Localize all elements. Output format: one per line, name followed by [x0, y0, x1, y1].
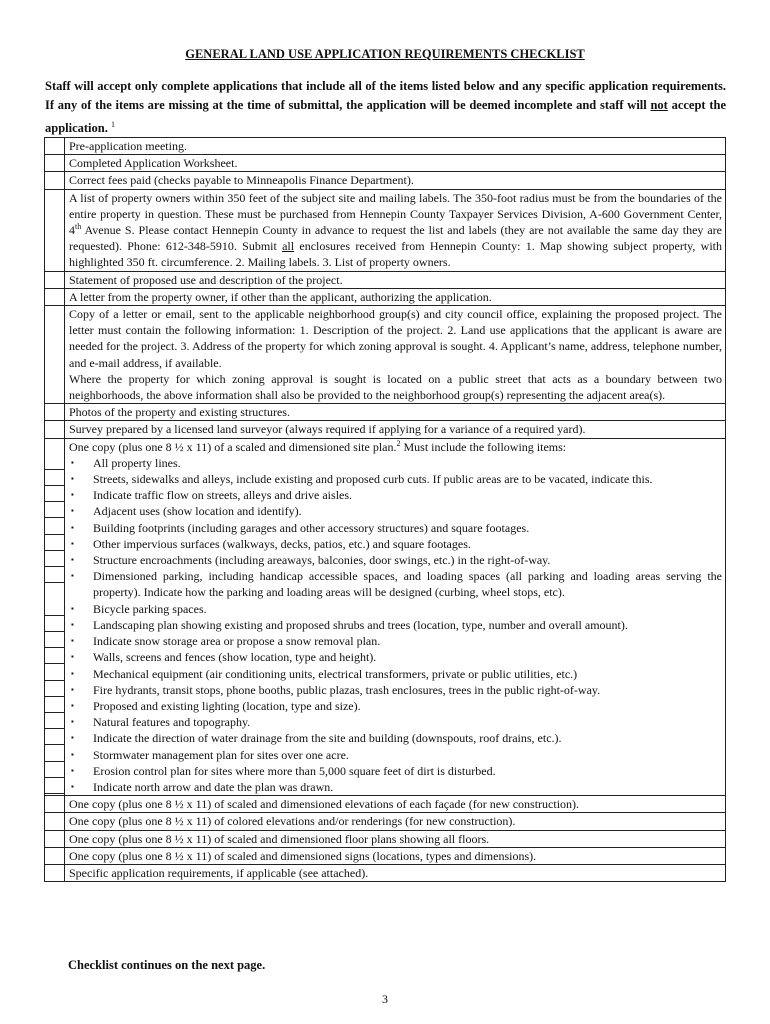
subitem-check-line[interactable] [44, 744, 65, 745]
site-plan-subitem [69, 714, 722, 730]
subitem-check-line[interactable] [44, 663, 65, 664]
item-survey: Survey prepared by a licensed land surveyor (always required if applying for a variance of a required yard). [65, 421, 726, 438]
site-plan-subitem-text: Proposed and existing lighting (location, type and size). [93, 698, 361, 713]
subitem-check-line[interactable] [44, 712, 65, 713]
bullet-icon: ▪ [71, 636, 74, 646]
bullet-icon: ▪ [71, 490, 74, 500]
bullet-icon: ▪ [71, 522, 74, 532]
bullet-icon: ▪ [71, 749, 74, 759]
site-plan-subitem-text: Adjacent uses (show location and identify). [93, 504, 302, 519]
site-plan-subitem [69, 601, 722, 617]
item-text: One copy (plus one 8 ½ x 11) of a scaled and dimensioned site plan. [69, 439, 397, 454]
page-number: 3 [382, 992, 388, 1006]
checklist-row [45, 306, 726, 404]
site-plan-subitem-text: Bicycle parking spaces. [93, 601, 207, 616]
site-plan-subitem-text: Indicate north arrow and date the plan was drawn. [93, 779, 334, 794]
item-floor-plans: One copy (plus one 8 ½ x 11) of scaled and dimensioned floor plans showing all floors. [65, 830, 726, 847]
intro-text-2: accept the application. [45, 98, 726, 136]
subitem-check-line[interactable] [44, 550, 65, 551]
bullet-icon: ▪ [71, 555, 74, 565]
site-plan-subitem [69, 698, 722, 714]
item-text: Avenue S. Please contact Hennepin County in advance to request the list and labels (they are not available the same day they are requested). Phone: 612-348-5910. Submit [69, 223, 722, 254]
checkbox[interactable] [45, 796, 65, 813]
item-fees-paid: Correct fees paid (checks payable to Minneapolis Finance Department). [65, 172, 726, 189]
checkbox[interactable] [45, 438, 65, 795]
site-plan-subitem [69, 487, 722, 503]
subitem-check-line[interactable] [44, 761, 65, 762]
site-plan-subitem [69, 666, 722, 682]
site-plan-subitem [69, 520, 722, 536]
site-plan-subitem-text: Indicate snow storage area or propose a snow removal plan. [93, 634, 381, 649]
item-renderings: One copy (plus one 8 ½ x 11) of colored elevations and/or renderings (for new construction). [65, 813, 726, 830]
site-plan-subitem-text: Landscaping plan showing existing and proposed shrubs and trees (location, type, number and overall amount). [93, 617, 628, 632]
site-plan-subitem-text: Natural features and topography. [93, 715, 251, 730]
checkbox[interactable] [45, 404, 65, 421]
subitem-check-line[interactable] [44, 485, 65, 486]
site-plan-subitem [69, 471, 722, 487]
item-text: enclosures received from Hennepin County: 1. Map showing subject property, with highlighted 350 ft. circumference. 2. Mailing labels. 3. List of property owners. [69, 239, 722, 270]
checklist-row [45, 864, 726, 881]
item-text: A list of property owners within 350 feet of the subject site and mailing labels. The 350-foot radius must be from the boundaries of the entire property in question. These must be purchased from Hennepin County Taxpayer Services Division, A-600 Government Center, 4 [69, 190, 722, 238]
intro-text-1: Staff will accept only complete applications that include all of the items listed below and any specific application requirements. If any of the items are missing at the time of submittal, the application will be deemed incomplete and staff will [45, 79, 726, 112]
subitem-check-line[interactable] [44, 615, 65, 616]
site-plan-subitem-text: Mechanical equipment (air conditioning units, electrical transformers, private or public utilities, etc.) [93, 666, 578, 681]
subitem-check-line[interactable] [44, 501, 65, 502]
checkbox[interactable] [45, 813, 65, 830]
subitem-check-line[interactable] [44, 647, 65, 648]
site-plan-subitem [69, 763, 722, 779]
subitem-check-line[interactable] [44, 631, 65, 632]
footnote-marker: 2 [396, 438, 401, 448]
site-plan-heading [69, 439, 722, 455]
site-plan-subitem-text: Erosion control plan for sites where more than 5,000 square feet of dirt is disturbed. [93, 763, 496, 778]
item-pre-application-meeting: Pre-application meeting. [65, 138, 726, 155]
checkbox[interactable] [45, 830, 65, 847]
checklist-row [45, 421, 726, 438]
footnote-marker: 1 [111, 120, 115, 129]
subitem-check-line[interactable] [44, 680, 65, 681]
page-title: GENERAL LAND USE APPLICATION REQUIREMENTS CHECKLIST [185, 47, 585, 61]
item-paragraph: Copy of a letter or email, sent to the applicable neighborhood group(s) and city council office, explaining the proposed project. The letter must contain the following information: 1. Description of the project. 2. Land use applications that the applicant is aware are needed for the project. 3. Address of the property for which zoning approval is sought. 4. Applicant’s name, address, telephone number, and e-mail address, if available. [69, 307, 722, 370]
bullet-icon: ▪ [71, 781, 74, 791]
site-plan-subitem-text: Dimensioned parking, including handicap accessible spaces, and loading spaces (all parking and loading areas serving the property). Indicate how the parking and loading areas will be designed (curbing, wheel stops, etc). [93, 569, 722, 600]
site-plan-subitem-text: Fire hydrants, transit stops, phone booths, public plazas, trash enclosures, trees in the public right-of-way. [93, 682, 601, 697]
site-plan-subitem-text: Building footprints (including garages and other accessory structures) and square footages. [93, 520, 530, 535]
site-plan-subitem [69, 747, 722, 763]
item-site-plan [65, 438, 726, 795]
site-plan-subitem [69, 649, 722, 665]
checkbox[interactable] [45, 138, 65, 155]
bullet-icon: ▪ [71, 538, 74, 548]
bullet-icon: ▪ [71, 700, 74, 710]
site-plan-subitem [69, 682, 722, 698]
bullet-icon: ▪ [71, 733, 74, 743]
checklist-row [45, 404, 726, 421]
checklist-row [45, 438, 726, 795]
bullet-icon: ▪ [71, 603, 74, 613]
continuation-note: Checklist continues on the next page. [68, 958, 266, 972]
bullet-icon: ▪ [71, 668, 74, 678]
bullet-icon: ▪ [71, 506, 74, 516]
checklist-row [45, 271, 726, 288]
item-signs: One copy (plus one 8 ½ x 11) of scaled and dimensioned signs (locations, types and dimensions). [65, 847, 726, 864]
checklist-row [45, 172, 726, 189]
bullet-icon: ▪ [71, 619, 74, 629]
checklist-row [45, 189, 726, 271]
subitem-check-line[interactable] [44, 777, 65, 778]
item-paragraph: Where the property for which zoning approval is sought is located on a public street that acts as a boundary between two neighborhoods, the above information shall also be provided to the neighborhood group(s) representing the adjacent area(s). [69, 371, 722, 403]
site-plan-subitem [69, 552, 722, 568]
checkbox[interactable] [45, 172, 65, 189]
checkbox[interactable] [45, 864, 65, 881]
subitem-check-line[interactable] [44, 582, 65, 583]
site-plan-subitem-text: Other impervious surfaces (walkways, decks, patios, etc.) and square footages. [93, 536, 471, 551]
checkbox[interactable] [45, 189, 65, 271]
checkbox[interactable] [45, 306, 65, 404]
checklist-row [45, 288, 726, 305]
site-plan-subitem [69, 730, 722, 746]
checklist-row [45, 155, 726, 172]
subitem-check-line[interactable] [44, 793, 65, 794]
checklist-row [45, 830, 726, 847]
site-plan-subitem-text: Indicate traffic flow on streets, alleys and drive aisles. [93, 488, 353, 503]
site-plan-subitem-text: Structure encroachments (including areaways, balconies, door swings, etc.) in the right-of-way. [93, 553, 551, 568]
checklist-row [45, 813, 726, 830]
site-plan-subitem [69, 617, 722, 633]
checkbox[interactable] [45, 271, 65, 288]
site-plan-subitem [69, 503, 722, 519]
subitem-check-line[interactable] [44, 566, 65, 567]
item-specific-requirements: Specific application requirements, if applicable (see attached). [65, 864, 726, 881]
checkbox[interactable] [45, 421, 65, 438]
checkbox[interactable] [45, 288, 65, 305]
site-plan-subitem-text: Indicate the direction of water drainage from the site and building (downspouts, roof drains, etc.). [93, 731, 562, 746]
site-plan-subitem [69, 633, 722, 649]
site-plan-subitem [69, 536, 722, 552]
subitem-check-line[interactable] [44, 696, 65, 697]
site-plan-subitem-text: Walls, screens and fences (show location, type and height). [93, 650, 377, 665]
checklist-row [45, 796, 726, 813]
checkbox[interactable] [45, 847, 65, 864]
site-plan-subitem-text: Stormwater management plan for sites over one acre. [93, 747, 349, 762]
site-plan-subitem [69, 568, 722, 600]
bullet-icon: ▪ [71, 457, 74, 467]
checklist-row [45, 847, 726, 864]
subitem-check-line[interactable] [44, 728, 65, 729]
intro-paragraph [45, 77, 726, 138]
site-plan-list [69, 455, 722, 795]
underlined-text: all [282, 239, 295, 254]
bullet-icon: ▪ [71, 765, 74, 775]
item-statement-of-use: Statement of proposed use and description of the project. [65, 271, 726, 288]
site-plan-subitem-text: All property lines. [93, 455, 181, 470]
intro-emphasis: not [650, 98, 668, 112]
item-owner-letter: A letter from the property owner, if other than the applicant, authorizing the application. [65, 288, 726, 305]
site-plan-subitem [69, 455, 722, 471]
bullet-icon: ▪ [71, 571, 74, 581]
subitem-check-line[interactable] [44, 517, 65, 518]
item-property-owners-list [65, 189, 726, 271]
item-photos: Photos of the property and existing structures. [65, 404, 726, 421]
bullet-icon: ▪ [71, 652, 74, 662]
subitem-check-line[interactable] [44, 469, 65, 470]
item-application-worksheet: Completed Application Worksheet. [65, 155, 726, 172]
item-text: Must include the following items: [400, 439, 567, 454]
ordinal-sup: th [75, 222, 82, 232]
item-neighborhood-letter [65, 306, 726, 404]
item-elevations: One copy (plus one 8 ½ x 11) of scaled and dimensioned elevations of each façade (for new construction). [65, 796, 726, 813]
site-plan-subitem-text: Streets, sidewalks and alleys, include existing and proposed curb cuts. If public areas are to be vacated, indicate this. [93, 472, 653, 487]
bullet-icon: ▪ [71, 717, 74, 727]
checklist-table [44, 137, 726, 882]
subitem-check-line[interactable] [44, 534, 65, 535]
site-plan-subitem [69, 779, 722, 795]
checkbox[interactable] [45, 155, 65, 172]
bullet-icon: ▪ [71, 474, 74, 484]
bullet-icon: ▪ [71, 684, 74, 694]
checklist-row [45, 138, 726, 155]
